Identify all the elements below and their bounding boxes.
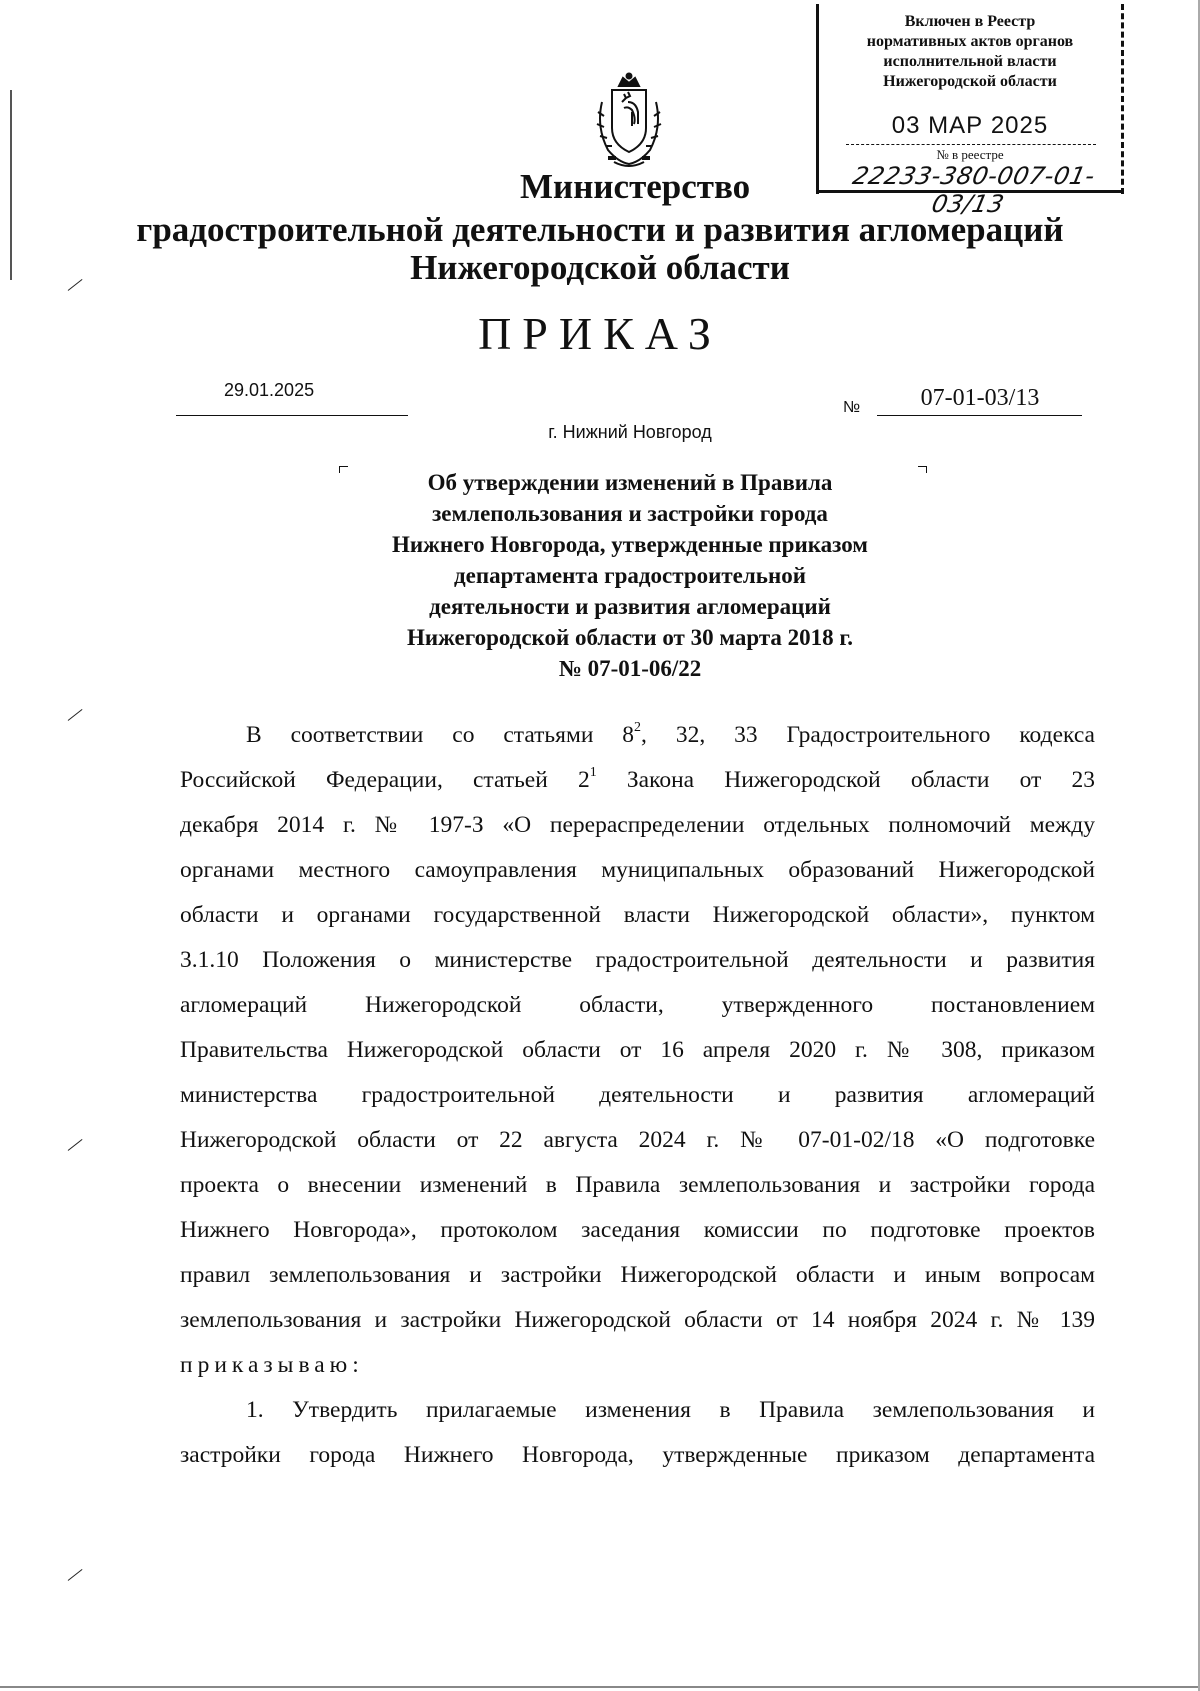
order-title bbox=[340, 467, 920, 684]
body-line: приказываю: bbox=[180, 1352, 364, 1378]
ministry-name-line: градостроительной деятельности и развития агломераций bbox=[136, 210, 1064, 249]
title-line: № 07-01-06/22 bbox=[558, 656, 702, 681]
superscript: 1 bbox=[589, 765, 597, 781]
document-type: ПРИКАЗ bbox=[478, 308, 722, 359]
city-line: г. Нижний Новгород bbox=[548, 422, 712, 442]
body-line bbox=[246, 722, 1095, 749]
margin-mark bbox=[68, 709, 83, 721]
stamp-rule bbox=[846, 144, 1096, 145]
margin-mark bbox=[68, 1569, 83, 1581]
body-line: Правительства Нижегородской области от 16 апреля 2020 г. № 308, приказом bbox=[180, 1037, 1095, 1063]
superscript: 2 bbox=[634, 720, 642, 736]
body-line: 3.1.10 Положения о министерстве градостроительной деятельности и развития bbox=[180, 947, 1095, 973]
body-line: правил землепользования и застройки Нижегородской области и иным вопросам bbox=[180, 1262, 1095, 1288]
body-line: области и органами государственной власти Нижегородской области», пунктом bbox=[180, 902, 1095, 928]
title-line: деятельности и развития агломераций bbox=[429, 594, 831, 619]
scan-edge-bottom bbox=[0, 1686, 1200, 1688]
stamp-frame bbox=[816, 4, 819, 194]
stamp-date: 03 МАР 2025 bbox=[891, 112, 1049, 139]
order-date: 29.01.2025 bbox=[224, 380, 315, 400]
ministry-name-line: Министерство bbox=[520, 167, 751, 206]
body-line: органами местного самоуправления муниципальных образований Нижегородской bbox=[180, 857, 1095, 883]
body-line bbox=[180, 767, 1095, 794]
coat-of-arms-icon bbox=[588, 72, 670, 172]
body-line: агломераций Нижегородской области, утвержденного постановлением bbox=[180, 992, 1095, 1018]
stamp-line: нормативных актов органов bbox=[866, 33, 1074, 50]
title-line: департамента градостроительной bbox=[454, 563, 806, 588]
body-line: проекта о внесении изменений в Правила землепользования и застройки города bbox=[180, 1172, 1095, 1198]
body-text: , 32, 33 Градостроительного кодекса bbox=[641, 722, 1095, 748]
title-line: Об утверждении изменений в Правила bbox=[427, 470, 833, 495]
number-underline bbox=[877, 415, 1082, 416]
title-line: Нижегородской области от 30 марта 2018 г. bbox=[406, 625, 854, 650]
date-underline bbox=[176, 415, 408, 416]
stamp-line: Нижегородской области bbox=[883, 73, 1057, 90]
body-line: декабря 2014 г. № 197-З «О перераспределении отдельных полномочий между bbox=[180, 812, 1095, 838]
stamp-registry-label: № в реестре bbox=[936, 147, 1004, 162]
order-number: 07-01-03/13 bbox=[920, 385, 1040, 411]
ministry-name-line: Нижегородской области bbox=[410, 248, 790, 287]
body-line: землепользования и застройки Нижегородской области от 14 ноября 2024 г. № 139 bbox=[180, 1307, 1095, 1333]
order-number-label: № bbox=[843, 399, 861, 416]
title-line: землепользования и застройки города bbox=[432, 501, 828, 526]
stamp-line: исполнительной власти bbox=[883, 53, 1057, 70]
body-line: застройки города Нижнего Новгорода, утвержденные приказом департамента bbox=[180, 1442, 1095, 1468]
body-text: Российской Федерации, статьей 2 bbox=[180, 767, 590, 793]
body-line: Нижегородской области от 22 августа 2024 г. № 07-01-02/18 «О подготовке bbox=[180, 1127, 1095, 1153]
stamp-registry-number: 22233-380-007-01-03/13 bbox=[850, 162, 1098, 218]
margin-mark bbox=[68, 1139, 83, 1151]
body-line: министерства градостроительной деятельности и развития агломераций bbox=[180, 1082, 1095, 1108]
registry-stamp bbox=[816, 4, 1124, 218]
title-line: Нижнего Новгорода, утвержденные приказом bbox=[392, 532, 868, 557]
body-text: В соответствии со статьями 8 bbox=[246, 722, 635, 748]
body-line: 1. Утвердить прилагаемые изменения в Правила землепользования и bbox=[246, 1397, 1095, 1423]
body-text: Закона Нижегородской области от 23 bbox=[596, 767, 1095, 793]
stamp-line: Включен в Реестр bbox=[904, 13, 1036, 30]
body-line: Нижнего Новгорода», протоколом заседания комиссии по подготовке проектов bbox=[180, 1217, 1095, 1243]
